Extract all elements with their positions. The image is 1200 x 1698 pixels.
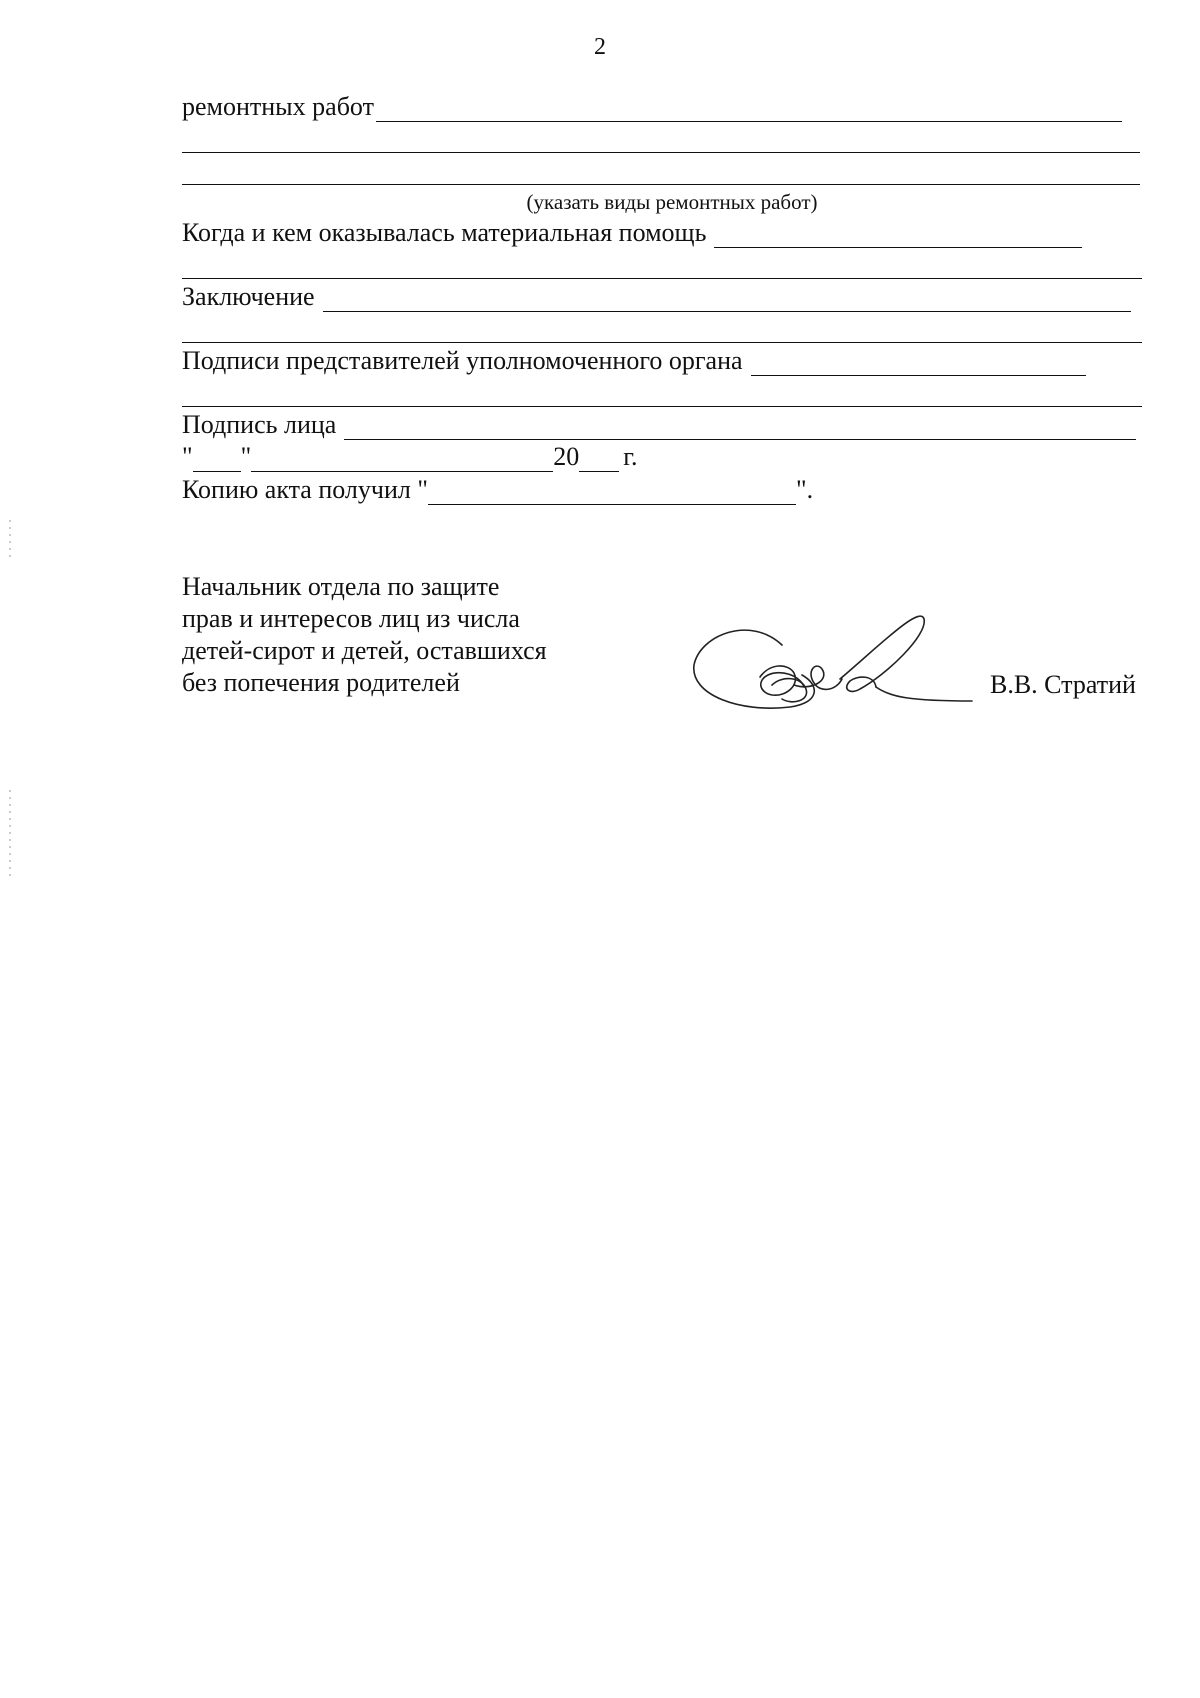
- scan-artifact-marks: [7, 520, 13, 880]
- repair-works-field-line-3[interactable]: [182, 184, 1140, 185]
- representatives-signatures-label: Подписи представителей уполномоченного органа: [182, 346, 743, 375]
- person-signature-field[interactable]: [344, 415, 1136, 440]
- representatives-signatures-field-line-2[interactable]: [182, 406, 1142, 407]
- material-aid-field-line-2[interactable]: [182, 278, 1142, 279]
- conclusion-line: [182, 282, 1131, 312]
- signatory-position-line-4: без попечения родителей: [182, 668, 460, 697]
- person-signature-label: Подпись лица: [182, 410, 337, 439]
- date-line: [182, 442, 637, 472]
- signatory-name: В.В. Стратий: [990, 670, 1136, 699]
- date-year-prefix: 20: [553, 442, 580, 471]
- material-aid-label: Когда и кем оказывалась материальная помощь: [182, 218, 707, 247]
- handwritten-signature: [690, 605, 980, 715]
- date-day-field[interactable]: [193, 447, 241, 472]
- repair-works-line: [182, 92, 1122, 122]
- material-aid-field[interactable]: [714, 223, 1082, 248]
- representatives-signatures-field[interactable]: [751, 351, 1086, 376]
- date-quote-open: ": [182, 442, 193, 471]
- date-month-field[interactable]: [251, 447, 553, 472]
- conclusion-field-line-2[interactable]: [182, 342, 1142, 343]
- repair-works-caption: (указать виды ремонтных работ): [526, 190, 818, 214]
- representatives-signatures-line: [182, 346, 1086, 376]
- signatory-position-line-1: Начальник отдела по защите: [182, 572, 500, 601]
- signatory-position-line-3: детей-сирот и детей, оставшихся: [182, 636, 547, 665]
- page-number: 2: [594, 34, 606, 60]
- repair-works-field-line-2[interactable]: [182, 152, 1140, 153]
- date-year-field[interactable]: [579, 447, 619, 472]
- material-aid-line: [182, 218, 1082, 248]
- copy-received-line: [182, 475, 813, 505]
- date-year-suffix: г.: [623, 442, 638, 471]
- copy-received-field[interactable]: [428, 480, 796, 505]
- copy-received-label: Копию акта получил ": [182, 475, 428, 504]
- conclusion-label: Заключение: [182, 282, 315, 311]
- signatory-position: [182, 571, 547, 699]
- copy-received-suffix: ".: [795, 475, 814, 504]
- signatory-position-line-2: прав и интересов лиц из числа: [182, 604, 520, 633]
- repair-works-field[interactable]: [376, 97, 1122, 122]
- person-signature-line: [182, 410, 1136, 440]
- repair-works-label: ремонтных работ: [182, 92, 374, 121]
- date-quote-close: ": [240, 442, 252, 471]
- conclusion-field[interactable]: [323, 287, 1131, 312]
